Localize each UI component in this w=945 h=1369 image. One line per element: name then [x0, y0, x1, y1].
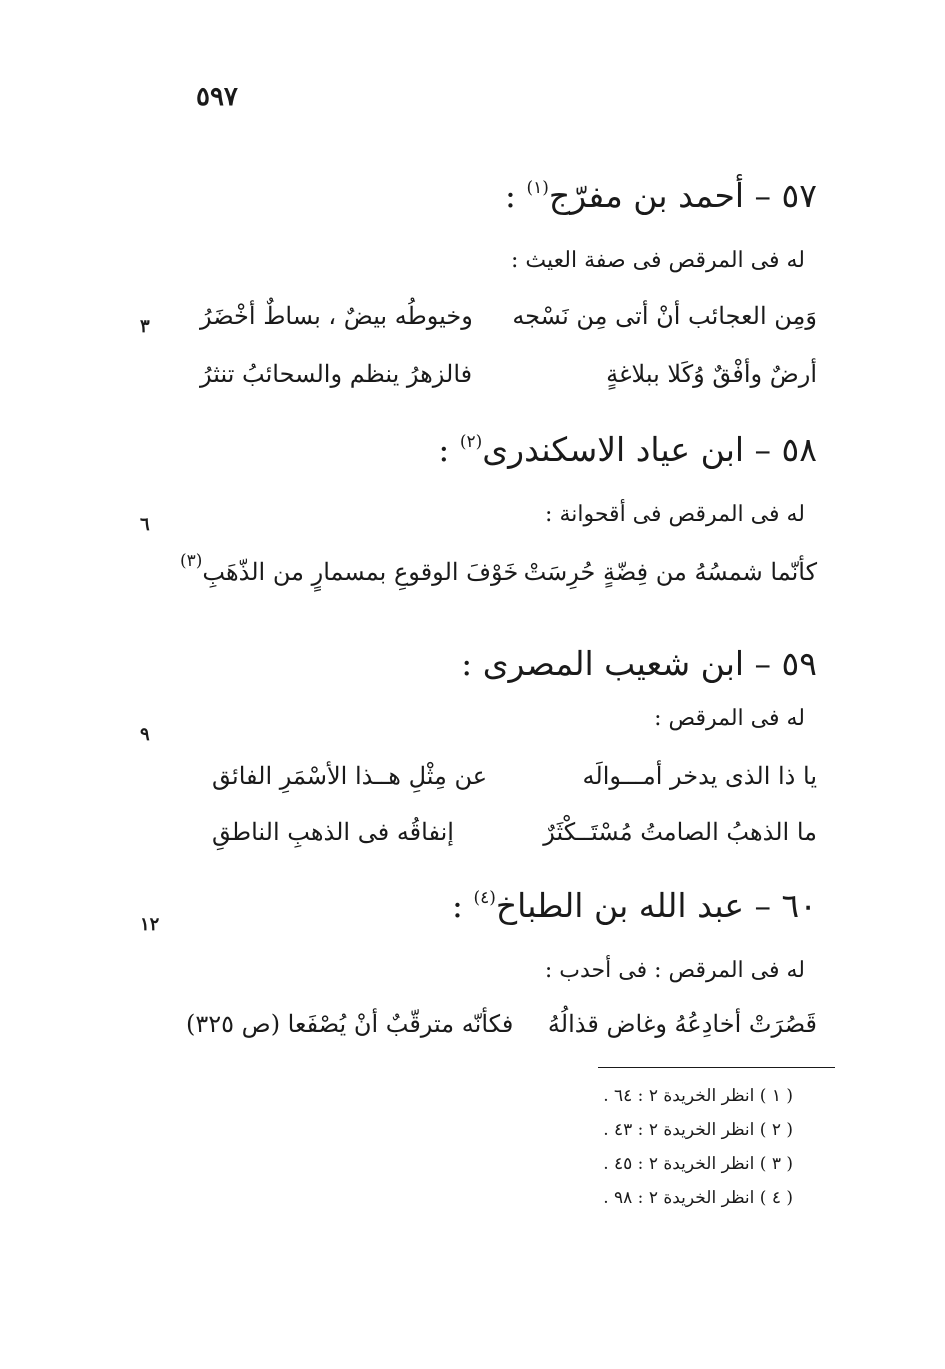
- heading-colon: :: [504, 176, 516, 215]
- verse-first-hemistich: أرضٌ وأفْقٌ وُكَلا ببلاغةٍ: [606, 360, 817, 388]
- verse-second-hemistich: فكأنّه مترقّبٌ أنْ يُصْفَعا (ص ٣٢٥): [186, 1010, 514, 1038]
- verse-first-hemistich: يا ذا الذى يدخر أمـــوالَه: [582, 762, 817, 790]
- footnote-2: ( ٢ ) انظر الخريدة ٢ : ٤٣ .: [603, 1120, 793, 1140]
- verse-second-hemistich: إنفاقُه فى الذهبِ الناطقِ: [212, 818, 454, 846]
- verse-second-hemistich: [180, 551, 519, 586]
- verse-first-hemistich: ما الذهبُ الصامتُ مُسْتَــكْثَرٌ: [543, 818, 817, 846]
- verse-first-hemistich: وَمِن العجائب أنْ أتى مِن نَسْجه: [512, 302, 817, 330]
- footnote-ref: (٤): [473, 888, 496, 908]
- verse-60-1: [186, 1010, 817, 1050]
- line-number-9: ٩: [140, 724, 150, 745]
- verse-58-1: [180, 551, 817, 598]
- entry-heading-58: [438, 430, 817, 469]
- footnote-separator: [598, 1067, 835, 1068]
- entry-intro-57: له فى المرقص فى صفة العيث :: [511, 248, 805, 273]
- line-number-3: ٣: [140, 316, 150, 337]
- verse-second-hemistich: عن مِثْلِ هــذا الأسْمَرِ الفائق: [212, 762, 488, 790]
- heading-text: ٦٠ – عبد الله بن الطباخ: [495, 886, 817, 925]
- footnote-3: ( ٣ ) انظر الخريدة ٢ : ٤٥ .: [603, 1154, 793, 1174]
- line-number-12: ١٢: [140, 914, 160, 935]
- heading-text: ٥٨ – ابن عياد الاسكندرى: [482, 430, 817, 469]
- entry-intro-59: له فى المرقص :: [654, 706, 805, 731]
- page-number: ٥٩٧: [196, 82, 238, 112]
- verse-59-1: [212, 762, 817, 802]
- heading-text: ٥٧ – أحمد بن مفرّج: [548, 176, 817, 215]
- verse-second-hemistich: وخيوطُه بيضٌ ، بساطٌ أخْضَرُ: [200, 302, 473, 330]
- verse-text: خَوْفَ الوقوعِ بمسمارٍ من الذّهَبِ: [202, 558, 519, 586]
- heading-colon: :: [438, 430, 450, 469]
- footnote-ref: (٣): [180, 551, 203, 571]
- entry-heading-59: [461, 644, 817, 683]
- footnote-ref: (٢): [459, 432, 483, 452]
- entry-heading-57: [505, 176, 817, 215]
- heading-colon: :: [451, 886, 463, 925]
- heading-text: ٥٩ – ابن شعيب المصرى :: [461, 644, 817, 683]
- verse-first-hemistich: قَصُرَتْ أخادِعُهُ وغاض قذالُهُ: [547, 1010, 817, 1038]
- verse-57-2: [200, 360, 817, 400]
- verse-first-hemistich: كأنّما شمسُهُ من فِضّةٍ حُرِسَتْ: [523, 558, 817, 586]
- footnote-ref: (١): [526, 178, 549, 198]
- verse-59-2: [212, 818, 817, 858]
- footnote-4: ( ٤ ) انظر الخريدة ٢ : ٩٨ .: [603, 1188, 793, 1208]
- footnote-1: ( ١ ) انظر الخريدة ٢ : ٦٤ .: [603, 1086, 793, 1106]
- entry-intro-60: له فى المرقص : فى أحدب :: [544, 958, 805, 983]
- line-number-6: ٦: [140, 514, 150, 535]
- entry-intro-58: له فى المرقص فى أقحوانة :: [545, 502, 805, 527]
- entry-heading-60: [452, 886, 817, 925]
- verse-second-hemistich: فالزهرُ ينظم والسحائبُ تنثرُ: [200, 360, 473, 388]
- verse-57-1: [200, 302, 817, 342]
